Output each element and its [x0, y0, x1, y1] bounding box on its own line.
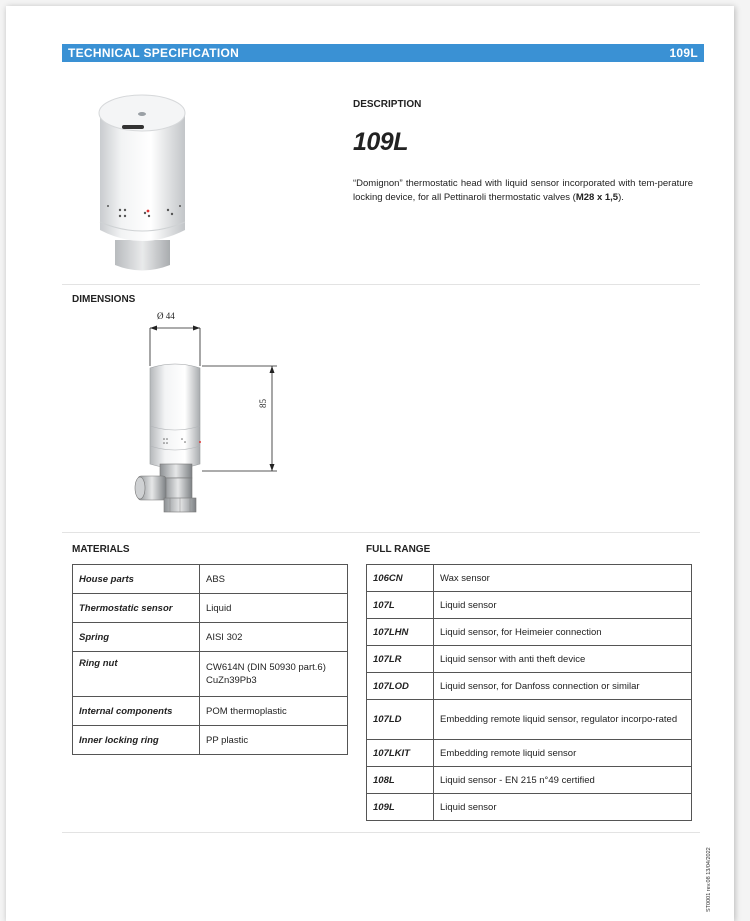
range-desc: Embedding remote liquid sensor, regulator incorpo-rated [434, 700, 692, 740]
range-code: 107LKIT [367, 740, 434, 767]
material-value: ABS [200, 565, 348, 594]
description-heading: DESCRIPTION [353, 99, 422, 110]
table-row [367, 700, 692, 740]
range-code: 107LOD [367, 673, 434, 700]
range-desc: Liquid sensor, for Heimeier connection [434, 619, 692, 646]
description-text-end: ). [618, 192, 624, 203]
table-row [367, 740, 692, 767]
description-text-start: “Domignon” thermostatic head with liquid sensor incorporated with tem-perature locking device, for all Pettinaroli thermostatic valves ( [353, 178, 693, 203]
range-desc: Liquid sensor [434, 592, 692, 619]
revision-note: ST0001 rev.08 13/04/2022 [706, 847, 712, 912]
materials-table [72, 564, 348, 755]
material-part: Ring nut [73, 652, 200, 697]
description-text [353, 177, 693, 205]
table-row [73, 623, 348, 652]
range-desc: Liquid sensor, for Danfoss connection or similar [434, 673, 692, 700]
dimensions-heading: DIMENSIONS [72, 294, 136, 305]
thermostat-photo [70, 80, 210, 280]
connection-size: M28 x 1,5 [575, 192, 619, 203]
divider-line [62, 832, 700, 833]
full-range-heading: FULL RANGE [366, 544, 431, 555]
range-code: 107LD [367, 700, 434, 740]
material-value: Liquid [200, 594, 348, 623]
range-code: 107LHN [367, 619, 434, 646]
table-row [367, 565, 692, 592]
materials-heading: MATERIALS [72, 544, 130, 555]
range-code: 107LR [367, 646, 434, 673]
material-part: Internal components [73, 697, 200, 726]
table-row [367, 592, 692, 619]
range-desc: Liquid sensor [434, 794, 692, 821]
table-row [367, 619, 692, 646]
dimension-drawing [120, 306, 290, 520]
range-code: 106CN [367, 565, 434, 592]
divider-line [62, 532, 700, 533]
table-row [73, 726, 348, 755]
material-value: PP plastic [200, 726, 348, 755]
table-row [73, 594, 348, 623]
material-value: CW614N (DIN 50930 part.6) CuZn39Pb3 [200, 652, 348, 697]
table-row [367, 794, 692, 821]
table-row [73, 697, 348, 726]
divider-line [62, 284, 700, 285]
product-code: 109L [353, 128, 408, 156]
material-part: Thermostatic sensor [73, 594, 200, 623]
height-label: 85 [258, 399, 268, 408]
material-value: AISI 302 [200, 623, 348, 652]
material-part: Inner locking ring [73, 726, 200, 755]
range-desc: Liquid sensor - EN 215 n°49 certified [434, 767, 692, 794]
header-bar [62, 44, 704, 62]
full-range-table [366, 564, 692, 821]
material-value: POM thermoplastic [200, 697, 348, 726]
range-desc: Embedding remote liquid sensor [434, 740, 692, 767]
header-title: TECHNICAL SPECIFICATION [68, 46, 240, 60]
table-row [367, 673, 692, 700]
table-row [73, 565, 348, 594]
range-desc: Wax sensor [434, 565, 692, 592]
range-code: 109L [367, 794, 434, 821]
material-part: Spring [73, 623, 200, 652]
range-desc: Liquid sensor with anti theft device [434, 646, 692, 673]
table-row [367, 646, 692, 673]
diameter-label: Ø 44 [157, 311, 175, 321]
material-part: House parts [73, 565, 200, 594]
table-row [73, 652, 348, 697]
table-row [367, 767, 692, 794]
range-code: 108L [367, 767, 434, 794]
header-code: 109L [669, 46, 698, 60]
range-code: 107L [367, 592, 434, 619]
